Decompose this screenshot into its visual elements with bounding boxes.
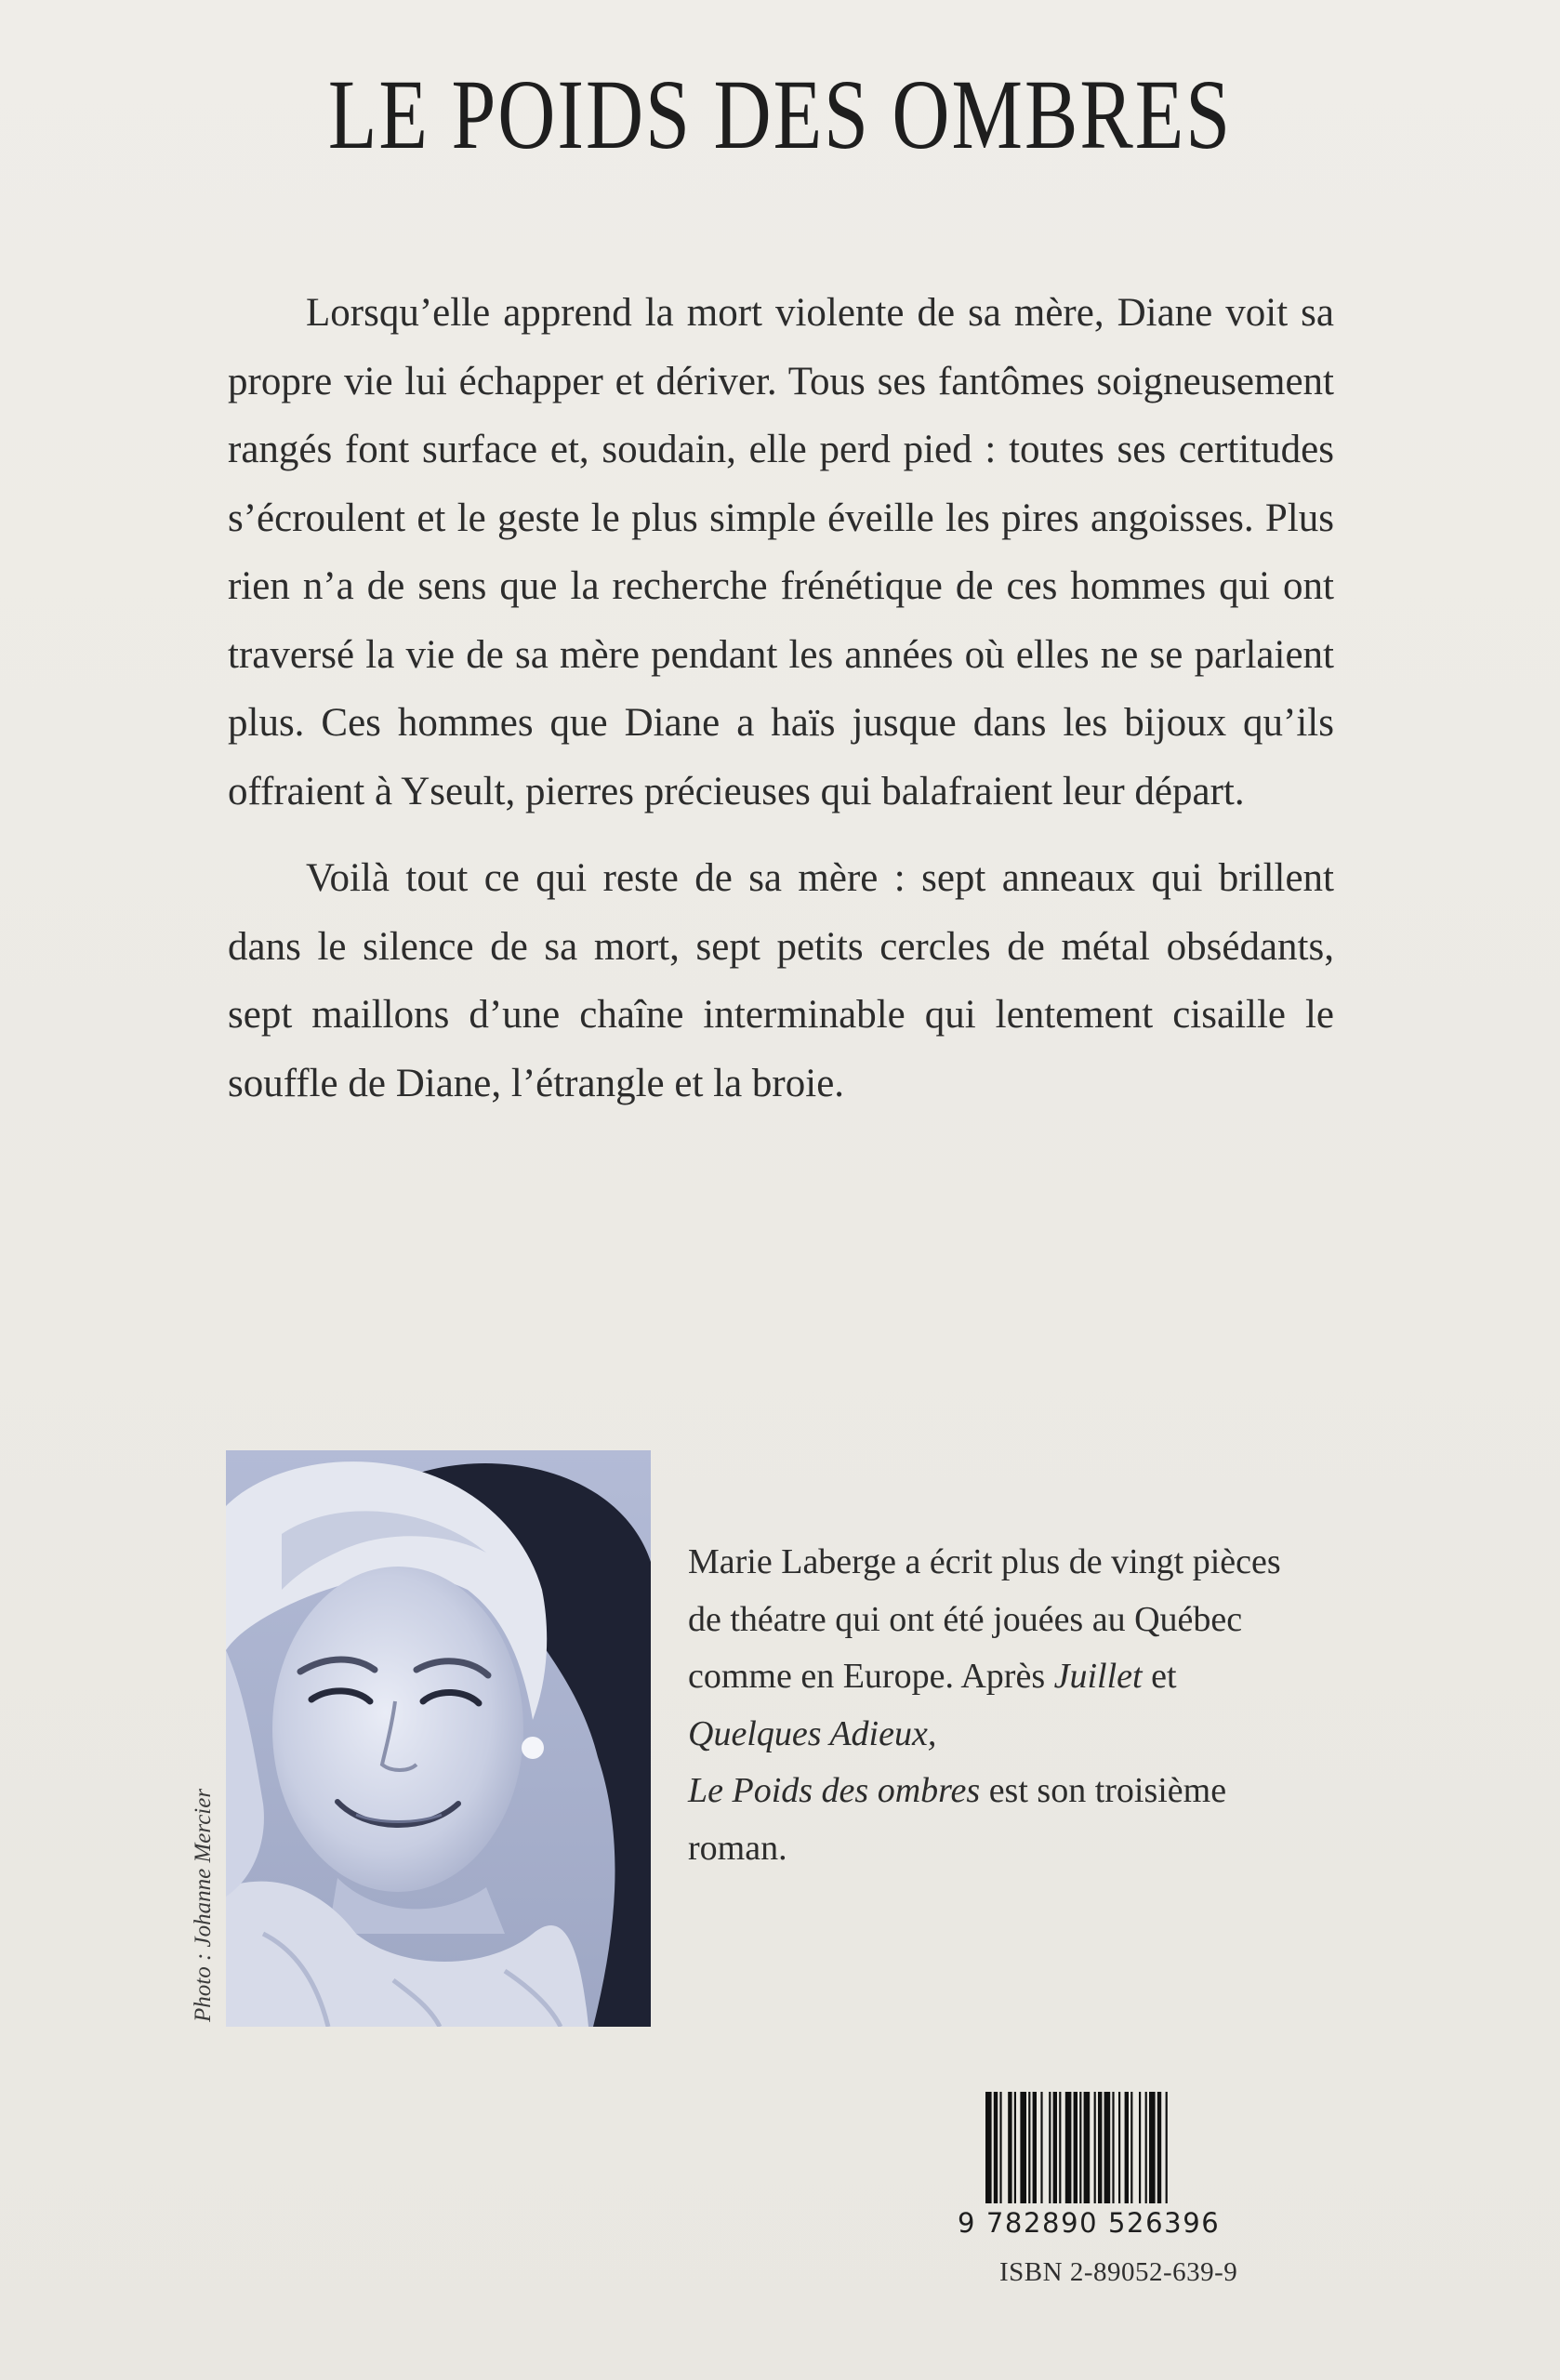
- blurb-paragraph: Voilà tout ce qui reste de sa mère : sept anneaux qui brillent dans le silence de sa mort, sept petits cercles de métal obsédants, sept maillons d’une chaîne interminable qui lentement cisaille le souffle de Diane, l’étrangle et la broie.: [228, 856, 1334, 1105]
- bio-book-poids: Le Poids des ombres: [688, 1771, 981, 1810]
- barcode-digits: 9 782890 526396: [958, 2207, 1221, 2239]
- bio-intro: Marie Laberge a écrit plus de vingt pièces de théatre qui ont été jouées au Québec comme en Europe.: [688, 1542, 1281, 1696]
- bio-apres: Après: [960, 1657, 1046, 1696]
- blurb-paragraph: Lorsqu’elle apprend la mort violente de sa mère, Diane voit sa propre vie lui échapper et dériver. Tous ses fantômes soigneusement rangés font surface et, soudain, elle perd pied : toutes ses certitudes s’écroulent et le geste le plus simple éveille les pires angoisses. Plus rien n’a de sens que la recherche frénétique de ces hommes qui ont traversé la vie de sa mère pendant les années où elles ne se parlaient plus. Ces hommes que Diane a haïs jusque dans les bijoux qu’ils offraient à Yseult, pierres précieuses qui balafraient leur départ.: [228, 291, 1334, 813]
- author-photo: [226, 1450, 651, 2027]
- bio-book-quelques-adieux: Quelques Adieux,: [688, 1713, 937, 1753]
- isbn: ISBN 2-89052-639-9: [999, 2257, 1238, 2287]
- photo-credit: Photo : Johanne Mercier: [191, 1788, 216, 2022]
- blurb: [228, 279, 1334, 1117]
- bio-outro: est son troisième roman.: [688, 1771, 1227, 1868]
- barcode-bars: [985, 2092, 1255, 2222]
- book-title: LE POIDS DES OMBRES: [327, 58, 1233, 170]
- author-bio: [688, 1534, 1283, 1877]
- barcode: [958, 2092, 1274, 2239]
- bio-book-juillet: Juillet: [1053, 1657, 1143, 1696]
- bio-et: et: [1151, 1657, 1177, 1696]
